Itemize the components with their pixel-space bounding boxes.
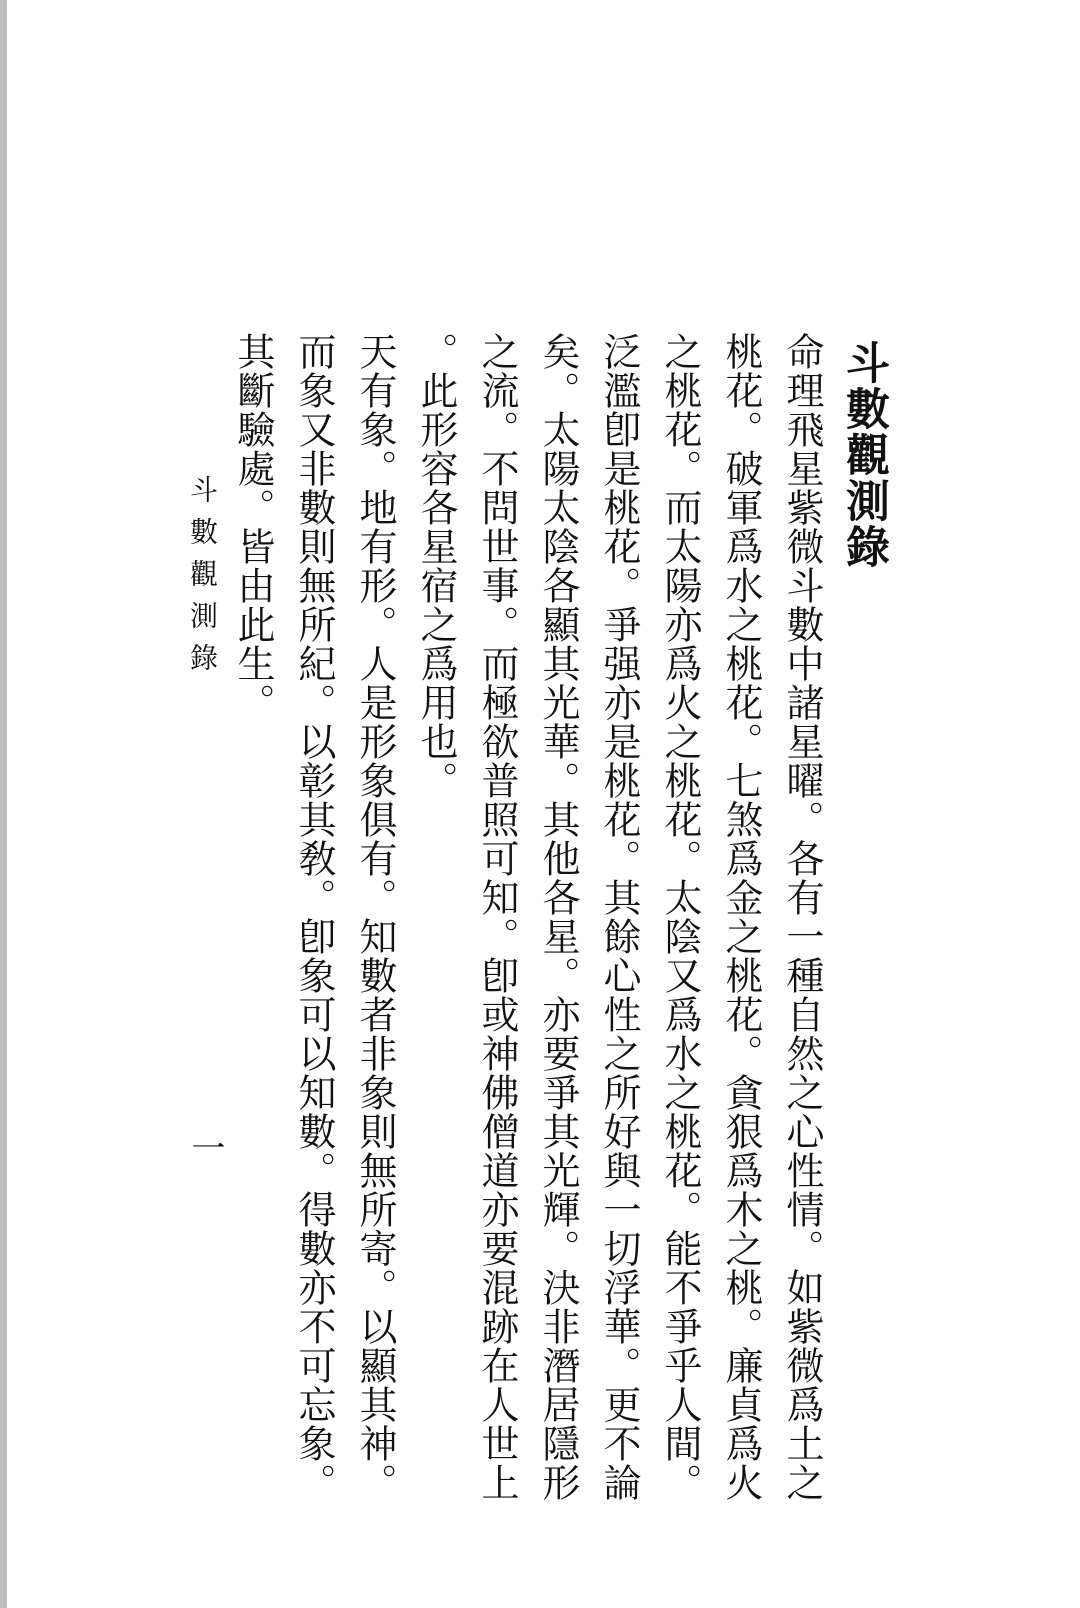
page-number: 一 — [185, 1130, 225, 1164]
book-page — [7, 0, 1080, 1608]
body-text — [231, 332, 832, 1502]
text-line: 而象又非數則無所紀。以彰其敎。卽象可以知數。得數亦不可忘象。 — [292, 332, 336, 1502]
text-line: 。此形容各星宿之爲用也。 — [414, 332, 458, 800]
text-line: 天有象。地有形。人是形象俱有。知數者非象則無所寄。以顯其神。 — [353, 332, 397, 1502]
text-line: 桃花。破軍爲水之桃花。七煞爲金之桃花。貪狠爲木之桃。廉貞爲火 — [719, 332, 763, 1502]
page-edge — [0, 0, 7, 1608]
text-line: 之流。不問世事。而極欲普照可知。卽或神佛僧道亦要混跡在人世上 — [475, 332, 519, 1502]
text-line: 其斷驗處。皆由此生。 — [231, 332, 275, 722]
text-line: 矣。太陽太陰各顯其光華。其他各星。亦要爭其光輝。決非潛居隱形 — [536, 332, 580, 1502]
text-line: 命理飛星紫微斗數中諸星曜。各有一種自然之心性情。如紫微爲土之 — [780, 332, 824, 1502]
running-head: 斗數觀測錄 — [186, 475, 219, 685]
text-line: 泛濫卽是桃花。爭强亦是桃花。其餘心性之所好與一切浮華。更不論 — [597, 332, 641, 1502]
text-line: 之桃花。而太陽亦爲火之桃花。太陰又爲水之桃花。能不爭乎人間。 — [658, 332, 702, 1502]
chapter-title: 斗數觀測錄 — [838, 340, 889, 570]
